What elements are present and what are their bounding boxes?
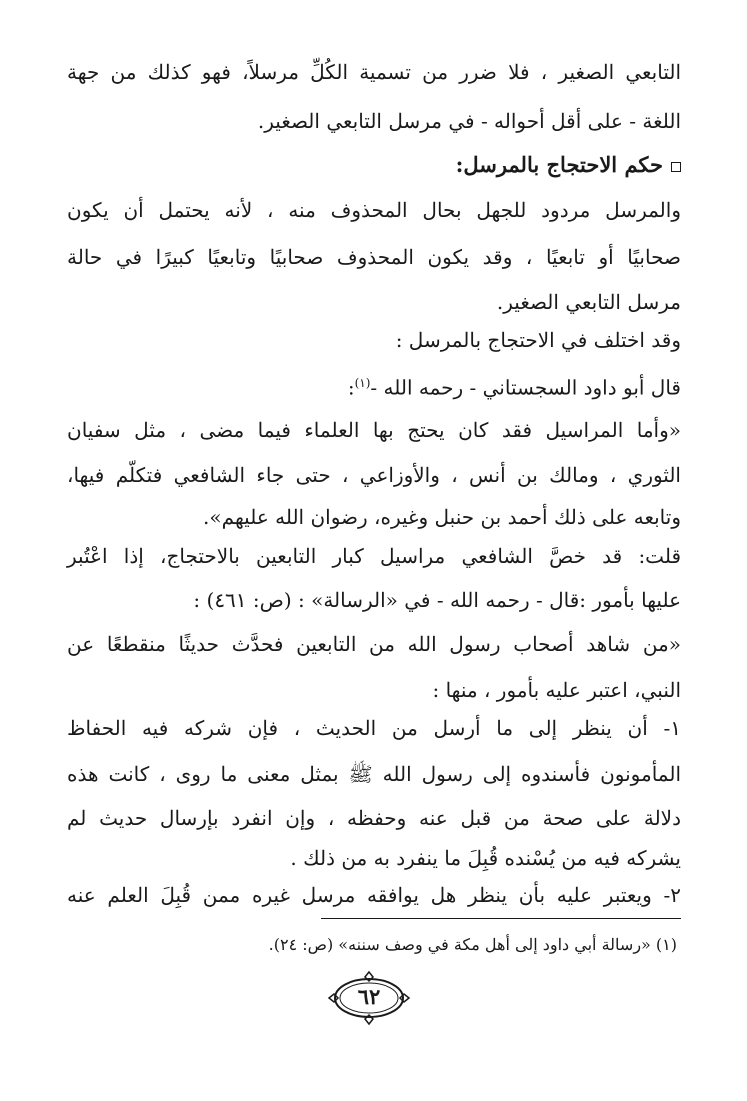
body-line-12: عليها بأمور :قال - رحمه الله - في «الرسالة» : (ص: ٤٦١) : (193, 588, 681, 612)
body-line-13: «من شاهد أصحاب رسول الله من التابعين فحدَّث حديثًا منقطعًا عن (67, 632, 681, 656)
square-bullet-icon (671, 162, 681, 172)
footnote-marker: (١) (354, 376, 371, 390)
body-line-14: النبي، اعتبر عليه بأمور ، منها : (432, 678, 681, 702)
body-line-18: يشركه فيه من يُسْنده قُبِلَ ما ينفرد به من ذلك . (290, 846, 681, 870)
body-line-11: قلت: قد خصَّ الشافعي مراسيل كبار التابعين بالاحتجاج، إذا اعْتُبر (67, 544, 681, 568)
body-line-7 (67, 368, 681, 403)
body-line-15: ١- أن ينظر إلى ما أرسل من الحديث ، فإن شركه فيه الحفاظ (67, 716, 681, 740)
citation-colon: : (347, 375, 355, 400)
body-line-19: ٢- ويعتبر عليه بأن ينظر هل يوافقه مرسل غيره ممن قُبِلَ العلم عنه (67, 883, 681, 907)
body-line-3: والمرسل مردود للجهل بحال المحذوف منه ، لأنه يحتمل أن يكون (67, 198, 681, 222)
body-line-6: وقد اختلف في الاحتجاج بالمرسل : (395, 328, 681, 352)
body-line-2: اللغة - على أقل أحواله - في مرسل التابعي الصغير. (257, 109, 681, 133)
section-heading-text: حكم الاحتجاج بالمرسل: (455, 152, 663, 177)
body-line-1: التابعي الصغير ، فلا ضرر من تسمية الكُلِّ مرسلاً، فهو كذلك من جهة (67, 60, 681, 84)
citation-text: قال أبو داود السجستاني - رحمه الله - (370, 375, 681, 400)
footnote-divider (321, 918, 681, 919)
page-number-ornament (323, 968, 415, 1028)
footnote: (١) «رسالة أبي داود إلى أهل مكة في وصف سننه» (ص: ٢٤). (268, 935, 677, 954)
body-line-17: دلالة على صحة من قبل عنه وحفظه ، وإن انفرد بإرسال حديث لم (67, 806, 681, 830)
body-line-16: المأمونون فأسندوه إلى رسول الله ﷺ بمثل معنى ما روى ، كانت هذه (67, 762, 681, 786)
section-heading (456, 150, 681, 180)
body-line-10: وتابعه على ذلك أحمد بن حنبل وغيره، رضوان الله عليهم». (203, 505, 681, 529)
body-line-8: «وأما المراسيل فقد كان يحتج بها العلماء فيما مضى ، مثل سفيان (67, 418, 681, 442)
page-number: ٦٢ (357, 984, 381, 1009)
body-line-5: مرسل التابعي الصغير. (496, 290, 681, 314)
body-line-9: الثوري ، ومالك بن أنس ، والأوزاعي ، حتى جاء الشافعي فتكلّم فيها، (67, 463, 681, 487)
body-line-4: صحابيًا أو تابعيًا ، وقد يكون المحذوف صحابيًا وتابعيًا كبيرًا في حالة (67, 245, 681, 269)
